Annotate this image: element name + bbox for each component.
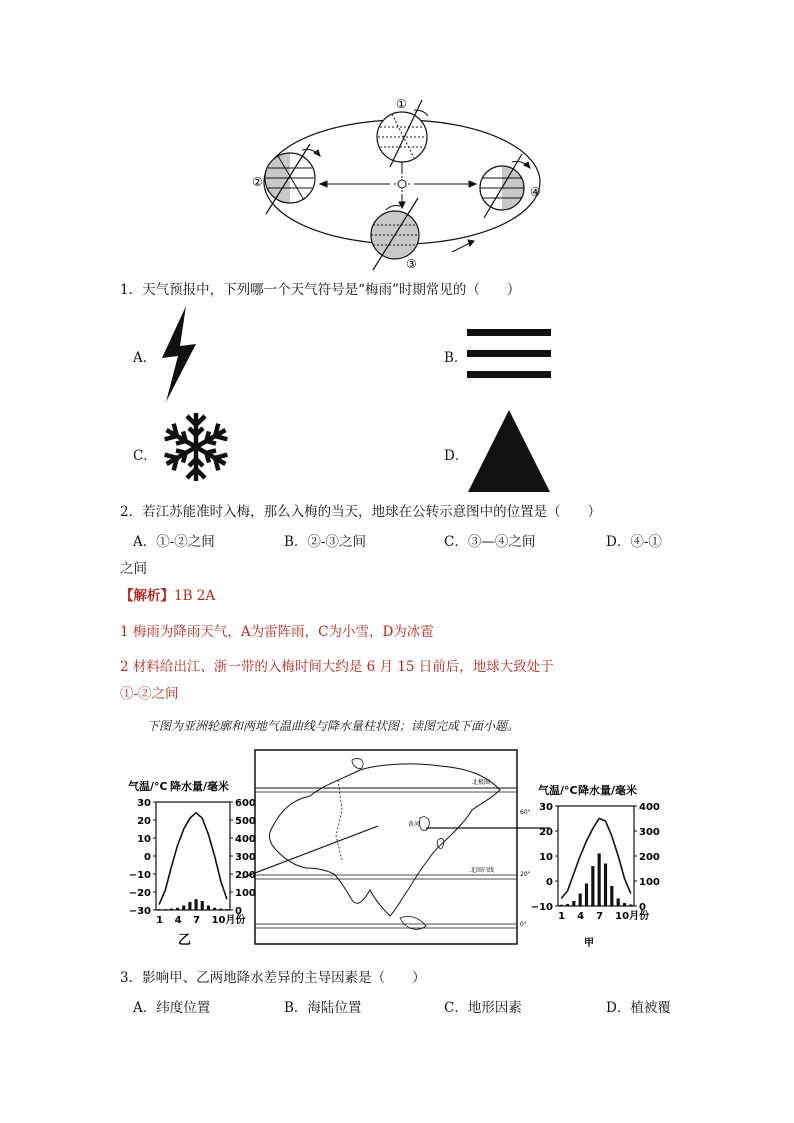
q2-option-a[interactable]: A．①-②之间 — [133, 534, 215, 550]
jia-precip-bar — [572, 901, 575, 906]
jia-temp-axis-title: 气温/°C — [538, 784, 578, 797]
lat0-label: 0° — [520, 921, 527, 928]
question-2-stem: 2．若江苏能准时入梅，那么入梅的当天，地球在公转示意图中的位置是（ ） — [120, 504, 602, 520]
yi-temp-tick-label: −30 — [128, 906, 151, 917]
jia-precip-bar — [560, 905, 563, 906]
yi-month-label: 7 — [193, 915, 201, 926]
earth-position-4 — [480, 154, 524, 218]
yi-precip-tick-label: 300 — [235, 852, 256, 863]
snowflake-icon — [159, 410, 233, 484]
river-label: 黄河 — [408, 821, 421, 828]
yi-precip-bar — [201, 901, 204, 910]
yi-precip-tick-label: 200 — [235, 870, 256, 881]
tropic-label: 北回归线 — [470, 867, 495, 874]
yi-temp-curve — [159, 813, 227, 905]
yi-precip-bar — [176, 908, 179, 910]
lat20-label: 20° — [520, 871, 531, 878]
arctic-label: 北极圈 — [472, 779, 491, 786]
yi-temp-tick-label: −20 — [128, 888, 151, 899]
jia-temp-curve — [561, 819, 631, 899]
jia-precip-bar — [579, 894, 582, 907]
jia-precip-bar — [623, 903, 626, 906]
analysis-tag: 【解析】 — [120, 588, 174, 604]
jia-month-label: 10月份 — [615, 911, 650, 922]
jia-temp-tick-label: 0 — [546, 877, 553, 888]
sun-icon — [394, 176, 410, 192]
jia-precip-tick-label: 100 — [639, 877, 660, 888]
map-intro-text: 下图为亚洲轮廓和两地气温曲线与降水量柱状图；读图完成下面小题。 — [147, 719, 520, 733]
jia-precip-axis-title: 降水量/毫米 — [578, 784, 638, 797]
yi-temp-tick-label: 20 — [137, 816, 151, 827]
analysis-line-3: ①-②之间 — [120, 686, 179, 702]
q1-option-c-letter[interactable]: C． — [133, 448, 157, 464]
jia-precip-bar — [591, 866, 594, 906]
climate-chart-jia — [531, 783, 660, 949]
yi-plot-frame — [156, 802, 230, 910]
yi-precip-bar — [219, 909, 222, 910]
analysis-answer: 【解析】1B 2A — [120, 588, 216, 604]
asia-outline — [269, 764, 500, 916]
jia-temp-tick-label: −10 — [530, 902, 553, 913]
earth-position-2 — [265, 144, 315, 214]
jia-precip-bar — [610, 886, 613, 906]
jia-precip-tick-label: 300 — [639, 827, 660, 838]
q3-option-d[interactable]: D．植被覆 — [606, 1000, 671, 1016]
yi-temp-tick-label: 10 — [137, 834, 151, 845]
yi-precip-tick-label: 500 — [235, 816, 256, 827]
yi-month-label: 4 — [174, 915, 182, 926]
jia-precip-tick-label: 200 — [639, 852, 660, 863]
yi-chart-name: 乙 — [178, 933, 192, 948]
yi-precip-bar — [182, 906, 185, 911]
jia-temp-tick-label: 30 — [539, 802, 553, 813]
yi-precip-bar — [195, 899, 198, 910]
jia-precip-tick-label: 0 — [639, 902, 646, 913]
jia-temp-tick-label: 20 — [539, 827, 553, 838]
jia-month-label: 1 — [558, 911, 566, 922]
jia-chart-name: 甲 — [584, 938, 594, 949]
yi-precip-bar — [188, 902, 191, 910]
jia-precip-bar — [585, 884, 588, 907]
yi-precip-tick-label: 100 — [235, 888, 256, 899]
yi-precip-bar — [213, 908, 216, 910]
orbit-label-2: ② — [252, 175, 263, 189]
yi-precip-tick-label: 400 — [235, 834, 256, 845]
orbit-label-4: ④ — [530, 185, 541, 199]
q2-option-d[interactable]: D．④-① — [606, 534, 662, 550]
yi-month-label: 10月份 — [211, 915, 246, 926]
question-1-stem: 1．天气预报中，下列哪一个天气符号是“梅雨”时期常见的（ ） — [120, 282, 521, 298]
climate-chart-yi — [128, 779, 256, 948]
yi-precip-tick-label: 0 — [235, 906, 242, 917]
q1-option-d-letter[interactable]: D． — [444, 448, 469, 464]
yi-precip-bar — [170, 909, 173, 910]
jia-precip-bar — [598, 854, 601, 907]
yi-temp-tick-label: 30 — [137, 798, 151, 809]
three-bars-icon — [467, 329, 551, 379]
analysis-line-2: 2 材料给出江、浙一带的入梅时间大约是 6 月 15 日前后，地球大致处于 — [120, 659, 554, 675]
q3-option-c[interactable]: C．地形因素 — [444, 1000, 522, 1016]
yi-precip-bar — [207, 906, 210, 911]
yi-precip-bar — [164, 909, 167, 910]
q2-option-c[interactable]: C．③—④之间 — [444, 534, 536, 550]
yi-precip-axis-title: 降水量/毫米 — [170, 780, 230, 793]
jia-precip-bar — [629, 905, 632, 907]
q1-option-b-letter[interactable]: B． — [444, 350, 468, 366]
jia-precip-bar — [617, 899, 620, 907]
triangle-icon — [468, 410, 550, 492]
jia-temp-tick-label: 10 — [539, 852, 553, 863]
jia-precip-bar — [604, 864, 607, 907]
yi-month-label: 1 — [156, 915, 164, 926]
lightning-bolt-icon — [158, 306, 200, 402]
lat60-label: 60° — [520, 809, 531, 816]
q2-option-d-wrap: 之间 — [120, 561, 147, 577]
yi-temp-tick-label: −10 — [128, 870, 151, 881]
jia-month-label: 7 — [596, 911, 604, 922]
yi-temp-axis-title: 气温/°C — [128, 780, 168, 793]
jia-precip-tick-label: 400 — [639, 802, 660, 813]
asia-climate-figure — [120, 740, 680, 950]
leader-line-yi — [242, 826, 378, 878]
yi-precip-tick-label: 600 — [235, 798, 256, 809]
q3-option-b[interactable]: B．海陆位置 — [284, 1000, 362, 1016]
yi-temp-tick-label: 0 — [144, 852, 151, 863]
analysis-line-1: 1 梅雨为降雨天气，A为雷阵雨，C为小雪，D为冰雹 — [120, 624, 434, 640]
q2-option-b[interactable]: B．②-③之间 — [284, 534, 366, 550]
yi-precip-bar — [225, 909, 228, 910]
orbit-label-1: ① — [396, 97, 407, 111]
q3-option-a[interactable]: A．纬度位置 — [133, 1000, 211, 1016]
yi-precip-bar — [158, 909, 161, 910]
jia-month-label: 4 — [577, 911, 585, 922]
jia-precip-bar — [566, 904, 569, 906]
orbit-diagram — [240, 92, 560, 272]
question-3-stem: 3．影响甲、乙两地降水差异的主导因素是（ ） — [120, 970, 426, 986]
q1-option-a-letter[interactable]: A． — [133, 350, 157, 366]
jia-plot-frame — [558, 806, 634, 906]
orbit-label-3: ③ — [406, 257, 417, 271]
